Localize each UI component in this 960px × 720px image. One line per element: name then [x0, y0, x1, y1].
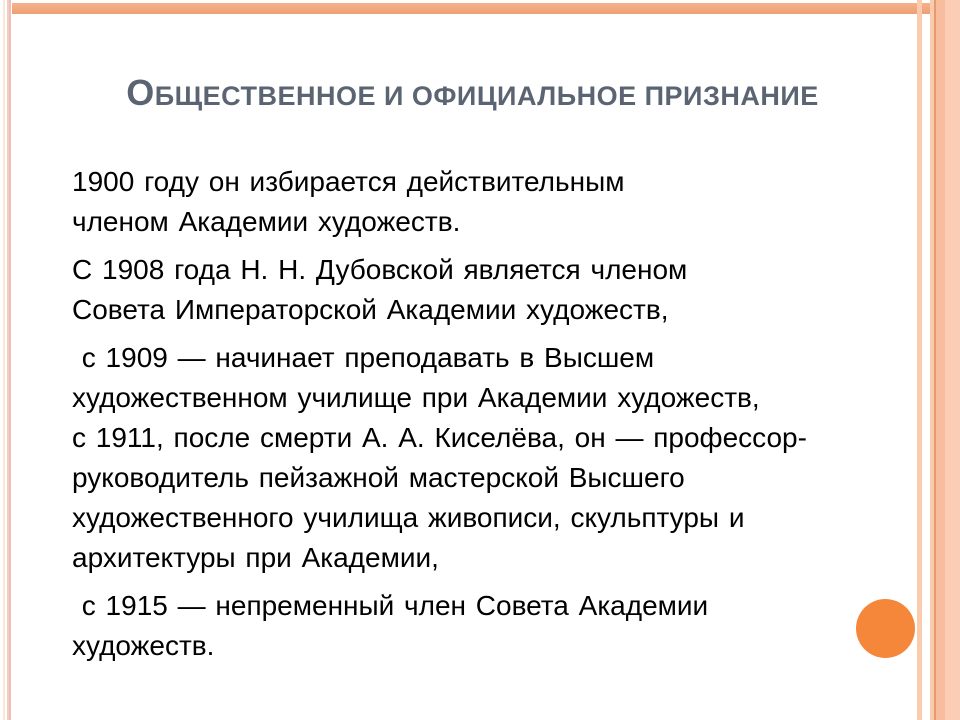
right-border-band-medium: [936, 0, 945, 720]
body-line: руководитель пейзажной мастерской Высшего: [72, 462, 685, 493]
body-line: художественного училища живописи, скульптуры и: [72, 502, 745, 533]
body-line: 1900 году он избирается действительным: [72, 166, 625, 197]
left-border-stripe-pink-dark: [9, 0, 11, 720]
body-line: С 1908 года Н. Н. Дубовской является членом: [72, 254, 688, 285]
slide-title: [60, 72, 885, 114]
body-line: с 1911, после смерти А. А. Киселёва, он — профессор-: [72, 422, 807, 453]
body-line: Совета Императорской Академии художеств,: [72, 294, 669, 325]
slide-body: [72, 162, 920, 666]
body-line: художественном училище при Академии художеств,: [72, 382, 760, 413]
body-line: членом Академии художеств.: [72, 206, 461, 237]
top-accent-bar: [12, 3, 933, 14]
slide-title-rest: БЩЕСТВЕННОЕ И ОФИЦИАЛЬНОЕ ПРИЗНАНИЕ: [154, 81, 819, 111]
body-line: архитектуры при Академии,: [72, 542, 439, 573]
body-line: с 1909 — начинает преподавать в Высшем: [72, 342, 655, 373]
body-line: с 1915 — непременный член Совета Академии: [72, 590, 709, 621]
body-line: художеств.: [72, 630, 215, 661]
left-border-stripe-cream: [3, 0, 5, 720]
slide-title-initial: О: [126, 72, 155, 113]
right-border-band-light: [945, 0, 960, 720]
